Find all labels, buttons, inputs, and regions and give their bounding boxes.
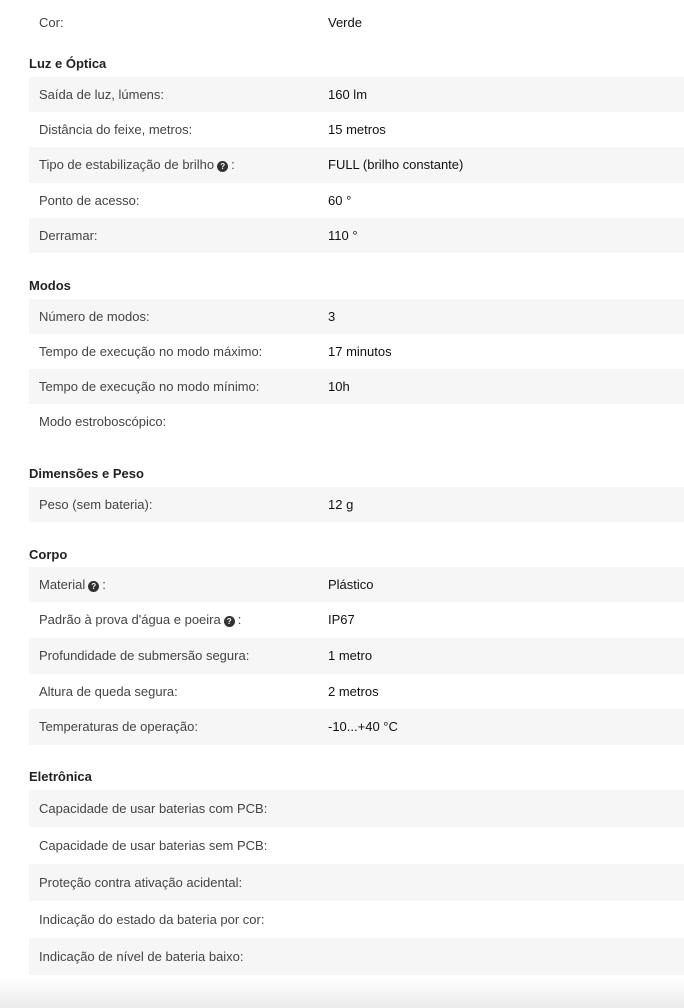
- spec-label: Tempo de execução no modo mínimo:: [39, 378, 260, 394]
- spec-label: [39, 157, 235, 173]
- section-heading-modes: Modos: [29, 278, 71, 293]
- spec-value: Plástico: [328, 576, 374, 592]
- spec-row: [29, 864, 684, 901]
- spec-row: [29, 790, 684, 827]
- spec-row: [29, 674, 684, 709]
- spec-row: [29, 938, 684, 975]
- spec-label-text: Material: [39, 576, 86, 592]
- spec-label: [39, 577, 106, 593]
- spec-row-color: [29, 6, 684, 40]
- spec-label: Proteção contra ativação acidental:: [39, 874, 243, 890]
- spec-label-text: Tipo de estabilização de brilho: [39, 157, 215, 172]
- spec-label: Cor:: [39, 15, 64, 30]
- spec-label: Indicação de nível de bateria baixo:: [39, 948, 244, 964]
- spec-row: [29, 404, 684, 439]
- spec-label: Peso (sem bateria):: [39, 496, 153, 512]
- spec-label: Modo estroboscópico:: [39, 413, 167, 429]
- spec-value: -10...+40 °C: [328, 719, 398, 734]
- spec-row: [29, 638, 684, 674]
- label-colon: :: [237, 612, 242, 627]
- spec-label: Ponto de acesso:: [39, 192, 140, 208]
- spec-value: IP67: [328, 612, 355, 627]
- spec-value: FULL (brilho constante): [328, 157, 464, 172]
- spec-label: Temperaturas de operação:: [39, 719, 198, 734]
- section-heading-dimensions: Dimensões e Peso: [29, 466, 144, 481]
- spec-value: 15 metros: [328, 121, 386, 137]
- label-colon: :: [231, 157, 235, 172]
- spec-row: [29, 147, 684, 183]
- spec-label: Indicação do estado da bateria por cor:: [39, 911, 265, 927]
- spec-label: Derramar:: [39, 227, 98, 243]
- spec-row: [29, 901, 684, 938]
- label-colon: :: [102, 576, 106, 592]
- spec-row: [29, 487, 684, 522]
- spec-row: [29, 827, 684, 864]
- help-icon[interactable]: ?: [224, 616, 235, 627]
- spec-row: [29, 299, 684, 334]
- spec-value: 17 minutos: [328, 343, 392, 359]
- spec-row: [29, 334, 684, 369]
- spec-label: Capacidade de usar baterias com PCB:: [39, 800, 268, 816]
- spec-row: [29, 183, 684, 218]
- section-heading-light: Luz e Óptica: [29, 56, 107, 71]
- spec-row: [29, 709, 684, 745]
- spec-value: 110 °: [328, 227, 358, 243]
- spec-row: [29, 602, 684, 638]
- spec-row: [29, 77, 684, 112]
- bottom-fade: [0, 978, 684, 1008]
- spec-value: 3: [328, 308, 336, 324]
- help-icon[interactable]: ?: [88, 581, 99, 592]
- spec-value: Verde: [328, 15, 362, 30]
- spec-label: Distância do feixe, metros:: [39, 121, 193, 137]
- spec-row: [29, 369, 684, 404]
- spec-value: 1 metro: [328, 648, 373, 663]
- spec-row: [29, 112, 684, 147]
- section-heading-electronics: Eletrônica: [29, 769, 92, 784]
- spec-label: Profundidade de submersão segura:: [39, 648, 250, 663]
- spec-row: [29, 218, 684, 253]
- spec-label: Saída de luz, lúmens:: [39, 86, 165, 102]
- spec-value: 60 °: [328, 192, 352, 208]
- help-icon[interactable]: ?: [217, 161, 228, 172]
- spec-label: Capacidade de usar baterias sem PCB:: [39, 837, 268, 853]
- spec-row: [29, 567, 684, 602]
- spec-label: Tempo de execução no modo máximo:: [39, 343, 263, 359]
- spec-label: Número de modos:: [39, 308, 150, 324]
- spec-value: 12 g: [328, 496, 354, 512]
- spec-label-text: Padrão à prova d'água e poeira: [39, 612, 221, 627]
- spec-label: Altura de queda segura:: [39, 683, 178, 699]
- spec-value: 2 metros: [328, 683, 379, 699]
- spec-value: 10h: [328, 378, 350, 394]
- spec-label: [39, 612, 241, 628]
- section-heading-body: Corpo: [29, 547, 68, 562]
- spec-value: 160 lm: [328, 86, 368, 102]
